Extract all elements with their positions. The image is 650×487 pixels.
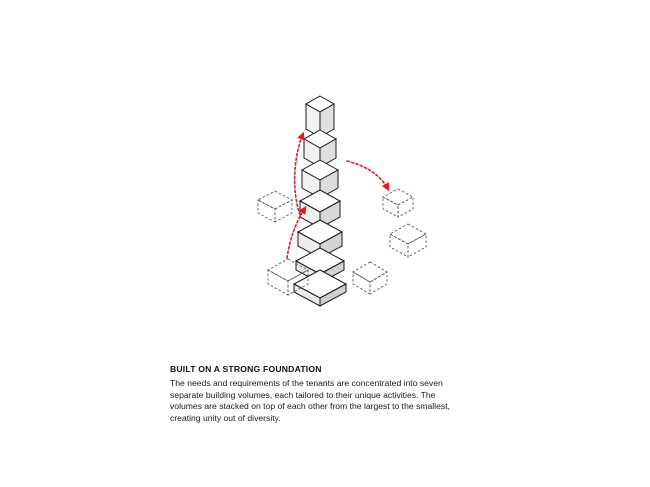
caption-body: The needs and requirements of the tenants are concentrated into seven separate building volumes, each tailored to their unique activities. The volumes are stacked on top of each other from the largest to the smallest, creating unity out of diversity. bbox=[170, 378, 450, 423]
arrow-to-right bbox=[347, 161, 388, 189]
caption-title: BUILT ON A STRONG FOUNDATION bbox=[170, 364, 322, 374]
stacked-tower bbox=[294, 96, 346, 306]
detached-volume-left-upper bbox=[258, 191, 292, 222]
detached-volume-bottom-center bbox=[353, 262, 387, 294]
caption-block bbox=[170, 363, 460, 424]
detached-volume-right-upper bbox=[383, 189, 413, 217]
detached-volume-right-lower bbox=[390, 224, 426, 257]
volume-7-base bbox=[294, 270, 346, 306]
